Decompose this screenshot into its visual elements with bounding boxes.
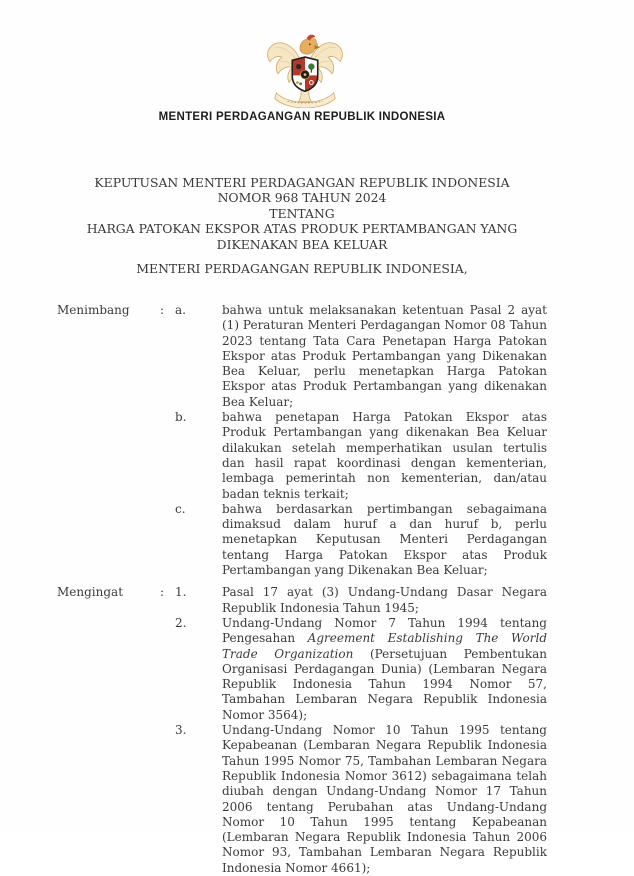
decree-tentang-line: TENTANG xyxy=(269,205,335,221)
item-marker: 1. xyxy=(175,585,187,600)
list-item xyxy=(175,723,547,876)
decree-subject-line-2: DIKENAKAN BEA KELUAR xyxy=(216,236,388,252)
decree-title-block xyxy=(0,175,604,252)
garuda-pancasila-emblem xyxy=(265,30,345,108)
item-text: Undang-Undang Nomor 10 Tahun 1995 tentang Kepabeanan (Lembaran Negara Republik Indonesia Tahun 1995 Nomor 75, Tambahan Lembaran Negara Republik Indonesia Nomor 3612) sebagaimana telah diubah dengan Undang-Undang Nomor 17 Tahun 2006 tentang Perubahan atas Undang-Undang Nomor 10 Tahun 1995 tentang Kepabeanan (Lembaran Negara Republik Indonesia Tahun 2006 Nomor 93, Tambahan Lembaran Negara Republik Indonesia Nomor 4661); xyxy=(222,723,547,875)
item-text: Pasal 17 ayat (3) Undang-Undang Dasar Negara Republik Indonesia Tahun 1945; xyxy=(222,585,547,615)
list-item xyxy=(175,616,547,723)
section-items xyxy=(175,303,547,578)
garuda-pancasila-icon xyxy=(265,30,345,108)
section-label: Mengingat xyxy=(57,585,124,600)
decree-number-line: NOMOR 968 TAHUN 2024 xyxy=(217,190,387,206)
item-text-normal: Undang-Undang Nomor 7 Tahun 1994 tentang Pengesahan xyxy=(222,615,547,646)
decree-title-line-1: KEPUTUSAN MENTERI PERDAGANGAN REPUBLIK INDONESIA xyxy=(94,175,510,190)
item-marker: a. xyxy=(175,303,186,317)
section-label: Menimbang xyxy=(57,303,130,317)
list-item xyxy=(175,410,547,502)
item-text-normal: (Persetujuan Pembentukan Organisasi Perdagangan Dunia) (Lembaran Negara Republik Indonesia Tahun 1994 Nomor 57, Tambahan Lembaran Negara Republik Indonesia Nomor 3564); xyxy=(222,646,548,722)
item-marker: 2. xyxy=(175,615,187,630)
item-text-italic: Agreement Establishing The World Trade Organization xyxy=(222,631,547,661)
salutation-line: MENTERI PERDAGANGAN REPUBLIK INDONESIA, xyxy=(136,261,468,276)
item-text: bahwa untuk melaksanakan ketentuan Pasal 2 ayat (1) Peraturan Menteri Perdagangan Nomor 08 Tahun 2023 tentang Tata Cara Penetapan Harga Patokan Ekspor atas Produk Pertambangan yang Dikenakan Bea Keluar, perlu menetapkan Harga Patokan Ekspor atas Produk Pertambangan yang dikenakan Bea Keluar; xyxy=(222,303,547,409)
ministry-header: MENTERI PERDAGANGAN REPUBLIK INDONESIA xyxy=(158,111,446,123)
item-marker: c. xyxy=(175,501,186,516)
section-mengingat xyxy=(57,585,547,876)
section-colon: : xyxy=(160,585,165,600)
section-colon: : xyxy=(160,303,165,317)
list-item xyxy=(175,303,547,410)
list-item xyxy=(175,585,547,616)
item-text: bahwa penetapan Harga Patokan Ekspor atas Produk Pertambangan yang dikenakan Bea Keluar dilakukan setelah memperhatikan usulan tertulis dan hasil rapat koordinasi dengan kementerian, lembaga pemerintah non kementerian, dan/atau badan teknis terkait; xyxy=(222,410,547,501)
item-text: bahwa berdasarkan pertimbangan sebagaimana dimaksud dalam huruf a dan huruf b, perlu menetapkan Keputusan Menteri Perdagangan tentang Harga Patokan Ekspor atas Produk Pertambangan yang Dikenakan Bea Keluar; xyxy=(222,501,547,578)
item-marker: 3. xyxy=(175,723,187,738)
decree-subject-line-1: HARGA PATOKAN EKSPOR ATAS PRODUK PERTAMBANGAN YANG xyxy=(86,221,518,237)
item-marker: b. xyxy=(175,410,187,425)
section-items xyxy=(175,585,547,876)
decree-body xyxy=(57,303,547,876)
list-item xyxy=(175,502,547,578)
section-menimbang xyxy=(57,303,547,578)
item-text xyxy=(222,616,547,723)
